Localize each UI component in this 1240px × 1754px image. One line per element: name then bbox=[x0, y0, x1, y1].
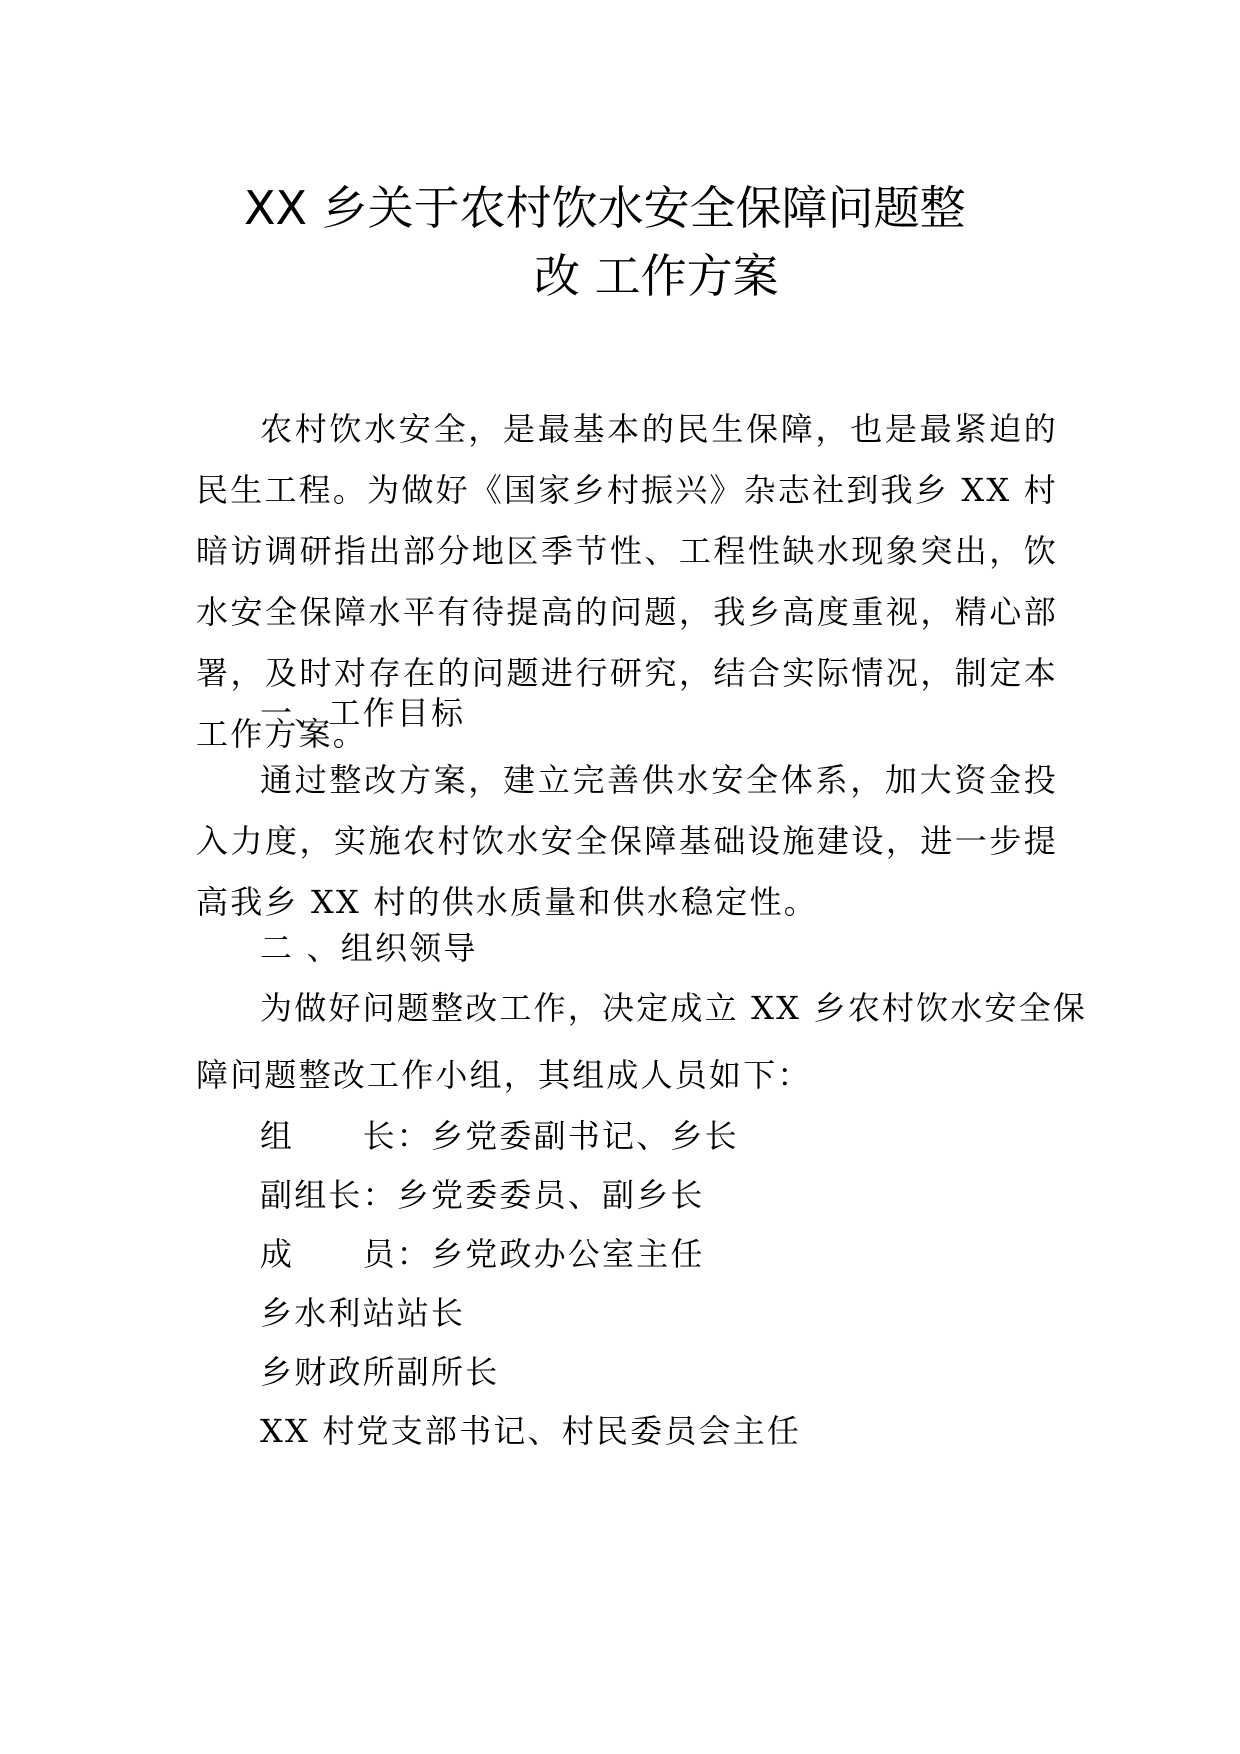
organization-intro-line-1: 为做好问题整改工作，决定成立 XX 乡农村饮水安全保 bbox=[260, 989, 1088, 1027]
member-office-director: 成 员：乡党政办公室主任 bbox=[260, 1235, 705, 1273]
member-team-leader: 组 长：乡党委副书记、乡长 bbox=[260, 1117, 739, 1155]
member-village-secretary: XX 村党支部书记、村民委员会主任 bbox=[260, 1412, 802, 1450]
member-water-station-head: 乡水利站站长 bbox=[260, 1294, 466, 1332]
member-deputy-leader: 副组长：乡党委委员、副乡长 bbox=[260, 1176, 705, 1214]
document-title-line-2: 改 工作方案 bbox=[534, 249, 779, 303]
intro-paragraph: 农村饮水安全，是最基本的民生保障，也是最紧迫的民生工程。为做好《国家乡村振兴》杂志社到我乡 XX 村暗访调研指出部分地区季节性、工程性缺水现象突出，饮水安全保障水平有待提高的问题，我乡高度重视，精心部署，及时对存在的问题进行研究，结合实际情况，制定本工作方案。 bbox=[196, 410, 1058, 753]
section-heading-work-goals: 一、工作目标 bbox=[260, 694, 466, 732]
work-goals-paragraph: 通过整改方案，建立完善供水安全体系，加大资金投入力度，实施农村饮水安全保障基础设施建设，进一步提高我乡 XX 村的供水质量和供水稳定性。 bbox=[196, 761, 1058, 921]
member-finance-deputy-head: 乡财政所副所长 bbox=[260, 1353, 500, 1391]
document-title-line-1: XX 乡关于农村饮水安全保障问题整 bbox=[244, 181, 966, 235]
organization-intro-line-2: 障问题整改工作小组，其组成人员如下： bbox=[196, 1056, 812, 1094]
section-heading-organization: 二 、组织领导 bbox=[260, 929, 478, 967]
